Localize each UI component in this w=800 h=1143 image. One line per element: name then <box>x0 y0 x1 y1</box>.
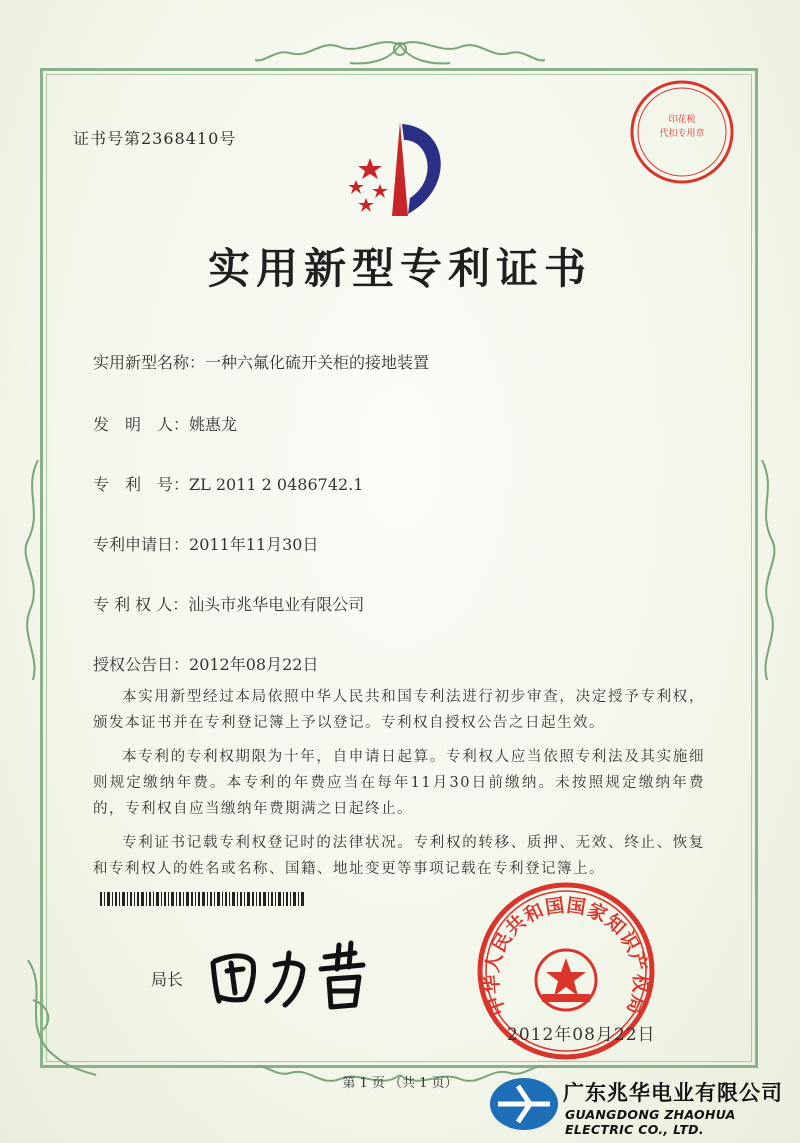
field-label: 专 利 权 人： <box>93 595 189 614</box>
svg-text:印花税: 印花税 <box>668 115 696 125</box>
field-inventor <box>93 412 237 435</box>
director-signature-icon <box>205 935 390 1015</box>
corner-ornament-icon <box>18 960 98 1080</box>
cnipa-logo-icon <box>330 118 470 228</box>
barcode-icon <box>100 892 305 906</box>
field-value: 一种六氟化硫开关柜的接地装置 <box>205 353 430 372</box>
svg-text:代扣专用章: 代扣专用章 <box>659 129 705 139</box>
tax-stamp-seal-icon <box>628 78 736 186</box>
field-value: 2012年08月22日 <box>189 655 319 674</box>
field-patent-number <box>93 472 363 495</box>
company-logo-icon <box>488 1074 560 1134</box>
top-ornament-icon <box>250 35 550 85</box>
page-number: 第 1 页 （共 1 页） <box>342 1076 458 1091</box>
left-ornament-icon <box>18 460 48 680</box>
certificate-title: 实用新型专利证书 <box>207 244 592 293</box>
field-label: 授权公告日： <box>93 655 190 674</box>
company-name-en: GUANGDONG ZHAOHUA ELECTRIC CO., LTD. <box>565 1107 736 1137</box>
field-value: 姚惠龙 <box>189 415 238 434</box>
certificate-number: 证书号第2368410号 <box>73 129 237 148</box>
body-paragraph-2: 本专利的专利权期限为十年，自申请日起算。专利权人应当依照专利法及其实施细则规定缴纳年费。本专利的年费应当在每年11月30日前缴纳。未按照规定缴纳年费的，专利权自应当缴纳年费期满之日起终止。 <box>93 749 705 817</box>
body-paragraph-1: 本实用新型经过本局依照中华人民共和国专利法进行初步审查，决定授予专利权，颁发本证书并在专利登记簿上予以登记。专利权自授权公告之日起生效。 <box>93 689 705 731</box>
seal-date: 2012年08月22日 <box>507 1025 656 1045</box>
company-name-cn: 广东兆华电业有限公司 <box>563 1081 783 1105</box>
right-ornament-icon <box>752 460 782 680</box>
field-label: 专 利 号： <box>93 475 190 494</box>
field-label: 实用新型名称： <box>93 353 206 372</box>
body-paragraph-3: 专利证书记载专利权登记时的法律状况。专利权的转移、质押、无效、终止、恢复和专利权人的姓名或名称、国籍、地址变更等事项记载在专利登记簿上。 <box>93 835 705 877</box>
field-patentee <box>93 592 364 615</box>
seal-issuer-text: 中华人民共和国国家知识产权局 <box>480 894 652 1019</box>
field-application-date <box>93 532 318 555</box>
field-grant-date <box>93 652 318 675</box>
certificate-body <box>93 684 705 890</box>
director-title: 局长 <box>151 970 184 989</box>
field-utility-model-name <box>93 350 429 373</box>
field-value: 2011年11月30日 <box>189 535 319 554</box>
field-value: 汕头市兆华电业有限公司 <box>188 595 365 614</box>
field-value: ZL 2011 2 0486742.1 <box>189 475 364 494</box>
field-label: 发 明 人： <box>93 415 190 434</box>
field-label: 专利申请日： <box>93 535 190 554</box>
